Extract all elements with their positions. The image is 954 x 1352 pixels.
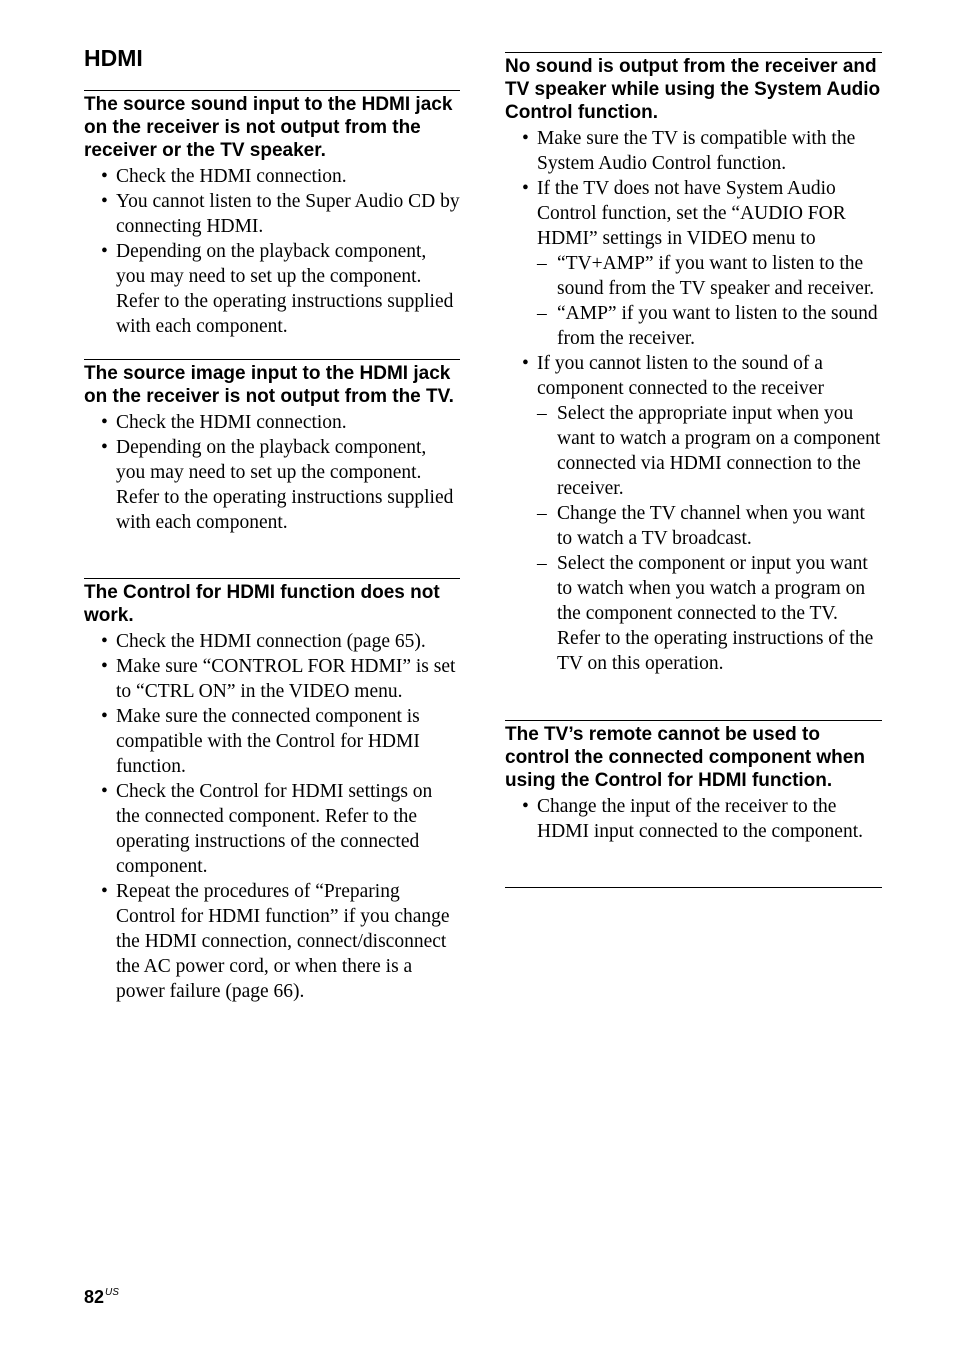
bullet-icon: • xyxy=(522,128,529,149)
list-item xyxy=(505,126,882,176)
list-item xyxy=(505,351,882,676)
page-number-value: 82 xyxy=(84,1287,105,1307)
list-item xyxy=(84,189,460,239)
sub-list-item xyxy=(537,551,882,676)
item-text: You cannot listen to the Super Audio CD by connecting HDMI. xyxy=(116,191,460,237)
bullet-icon: • xyxy=(101,631,108,652)
sub-item-text: Select the appropriate input when you want to watch a program on a component connected via HDMI connection to the receiver. xyxy=(557,403,881,499)
item-list xyxy=(84,164,460,339)
bullet-icon: • xyxy=(522,796,529,817)
list-item xyxy=(84,879,460,1004)
list-item xyxy=(84,629,460,654)
list-item xyxy=(84,410,460,435)
bullet-icon: • xyxy=(101,191,108,212)
dash-icon: – xyxy=(537,253,547,274)
item-text: Check the HDMI connection. xyxy=(116,166,347,187)
item-list xyxy=(84,410,460,535)
list-item xyxy=(84,654,460,704)
dash-icon: – xyxy=(537,403,547,424)
section-heading: The source sound input to the HDMI jack on the receiver is not output from the receiver or the TV speaker. xyxy=(84,94,453,161)
page-number-suffix: US xyxy=(105,1287,119,1298)
list-item xyxy=(84,164,460,189)
dash-icon: – xyxy=(537,503,547,524)
item-text: Depending on the playback component, you may need to set up the component. Refer to the operating instructions supplied with each component. xyxy=(116,241,454,337)
item-text: Make sure “CONTROL FOR HDMI” is set to “CTRL ON” in the VIDEO menu. xyxy=(116,656,456,702)
item-text: Change the input of the receiver to the HDMI input connected to the component. xyxy=(537,796,864,842)
sub-list-item xyxy=(537,301,882,351)
item-list xyxy=(84,629,460,1004)
page-title: HDMI xyxy=(84,45,143,71)
section-heading: The TV’s remote cannot be used to control the connected component when using the Control for HDMI function. xyxy=(505,724,865,791)
section-heading: No sound is output from the receiver and TV speaker while using the System Audio Control function. xyxy=(505,56,881,123)
item-text: Make sure the connected component is compatible with the Control for HDMI function. xyxy=(116,706,420,777)
dash-icon: – xyxy=(537,553,547,574)
sub-list xyxy=(537,401,882,676)
sub-item-text: “AMP” if you want to listen to the sound from the receiver. xyxy=(557,303,878,349)
item-text: If the TV does not have System Audio Control function, set the “AUDIO FOR HDMI” settings in VIDEO menu to xyxy=(537,178,846,249)
list-item xyxy=(84,239,460,339)
sub-item-text: “TV+AMP” if you want to listen to the sound from the TV speaker and receiver. xyxy=(557,253,875,299)
list-item xyxy=(84,704,460,779)
list-item xyxy=(84,435,460,535)
bullet-icon: • xyxy=(101,781,108,802)
item-list xyxy=(505,126,882,676)
item-text: Check the Control for HDMI settings on the connected component. Refer to the operating instructions of the connected component. xyxy=(116,781,433,877)
item-text: If you cannot listen to the sound of a component connected to the receiver xyxy=(537,353,824,399)
section-sound-not-output xyxy=(84,90,460,339)
section-tv-remote xyxy=(505,720,882,844)
bullet-icon: • xyxy=(101,437,108,458)
bullet-icon: • xyxy=(101,412,108,433)
bullet-icon: • xyxy=(101,881,108,902)
page-number xyxy=(84,1282,119,1308)
section-heading: The source image input to the HDMI jack on the receiver is not output from the TV. xyxy=(84,363,454,407)
item-list xyxy=(505,794,882,844)
item-text: Make sure the TV is compatible with the System Audio Control function. xyxy=(537,128,856,174)
bullet-icon: • xyxy=(101,706,108,727)
sub-list-item xyxy=(537,251,882,301)
section-heading: The Control for HDMI function does not work. xyxy=(84,582,440,626)
dash-icon: – xyxy=(537,303,547,324)
item-text: Check the HDMI connection (page 65). xyxy=(116,631,426,652)
bullet-icon: • xyxy=(101,166,108,187)
item-text: Depending on the playback component, you may need to set up the component. Refer to the operating instructions supplied with each component. xyxy=(116,437,454,533)
sub-item-text: Select the component or input you want to watch when you watch a program on the component connected to the TV. Refer to the operating instructions of the TV on this operation. xyxy=(557,553,874,674)
bullet-icon: • xyxy=(522,353,529,374)
item-text: Check the HDMI connection. xyxy=(116,412,347,433)
bullet-icon: • xyxy=(522,178,529,199)
bullet-icon: • xyxy=(101,241,108,262)
sub-list-item xyxy=(537,501,882,551)
section-end-divider xyxy=(505,887,882,888)
section-system-audio-control xyxy=(505,52,882,676)
sub-item-text: Change the TV channel when you want to watch a TV broadcast. xyxy=(557,503,865,549)
section-control-for-hdmi xyxy=(84,578,460,1004)
list-item xyxy=(505,176,882,351)
section-image-not-output xyxy=(84,359,460,535)
sub-list-item xyxy=(537,401,882,501)
list-item xyxy=(84,779,460,879)
item-text: Repeat the procedures of “Preparing Control for HDMI function” if you change the HDMI connection, connect/disconnect the AC power cord, or when there is a power failure (page 66). xyxy=(116,881,450,1002)
list-item xyxy=(505,794,882,844)
bullet-icon: • xyxy=(101,656,108,677)
sub-list xyxy=(537,251,882,351)
